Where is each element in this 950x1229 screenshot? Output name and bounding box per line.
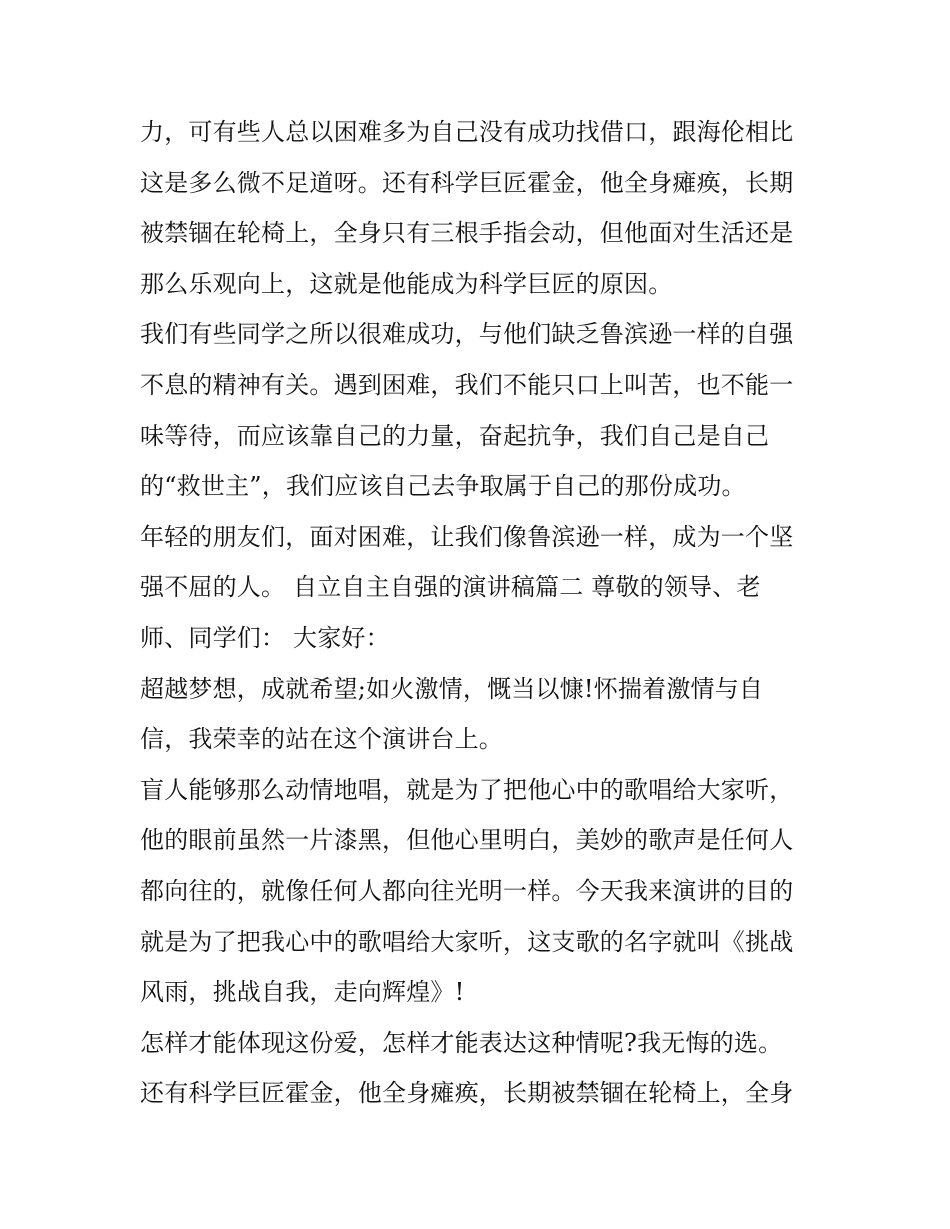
text-line-10: 强不屈的人。 自立自主自强的演讲稿篇二 尊敬的领导、老	[140, 573, 761, 602]
text-line-6: 不息的精神有关。遇到困难，我们不能只口上叫苦，也不能一	[140, 370, 794, 399]
text-line-13: 信，我荣幸的站在这个演讲台上。	[140, 725, 503, 754]
text-line-1: 力，可有些人总以困难多为自己没有成功找借口，跟海伦相比	[140, 118, 794, 146]
text-line-3: 被禁锢在轮椅上，全身只有三根手指会动，但他面对生活还是	[140, 219, 794, 248]
text-line-11: 师、同学们： 大家好：	[140, 623, 390, 652]
text-line-18: 风雨，挑战自我，走向辉煌》!	[140, 978, 465, 1007]
text-line-9: 年轻的朋友们，面对困难，让我们像鲁滨逊一样，成为一个坚	[140, 522, 794, 551]
text-line-16: 都向往的，就像任何人都向往光明一样。今天我来演讲的目的	[140, 876, 794, 905]
text-line-15: 他的眼前虽然一片漆黑，但他心里明白，美妙的歌声是任何人	[140, 826, 794, 855]
text-line-7: 味等待，而应该靠自己的力量，奋起抗争，我们自己是自己	[140, 421, 770, 450]
text-line-14: 盲人能够那么动情地唱，就是为了把他心中的歌唱给大家听，	[140, 775, 794, 804]
text-line-19: 怎样才能体现这份爱，怎样才能表达这种情呢?我无悔的选。	[140, 1028, 783, 1057]
body-text	[140, 107, 820, 1119]
text-line-2: 这是多么微不足道呀。还有科学巨匠霍金，他全身瘫痪，长期	[140, 168, 794, 197]
text-line-12: 超越梦想，成就希望;如火激情，慨当以慷!怀揣着激情与自	[140, 674, 764, 703]
text-line-4: 那么乐观向上，这就是他能成为科学巨匠的原因。	[140, 269, 673, 298]
text-line-5: 我们有些同学之所以很难成功，与他们缺乏鲁滨逊一样的自强	[140, 320, 794, 349]
text-line-17: 就是为了把我心中的歌唱给大家听，这支歌的名字就叫《挑战	[140, 927, 794, 956]
text-line-20: 还有科学巨匠霍金，他全身瘫痪，长期被禁锢在轮椅上，全身	[140, 1079, 794, 1108]
text-line-8: 的“救世主”，我们应该自己去争取属于自己的那份成功。	[140, 472, 746, 501]
